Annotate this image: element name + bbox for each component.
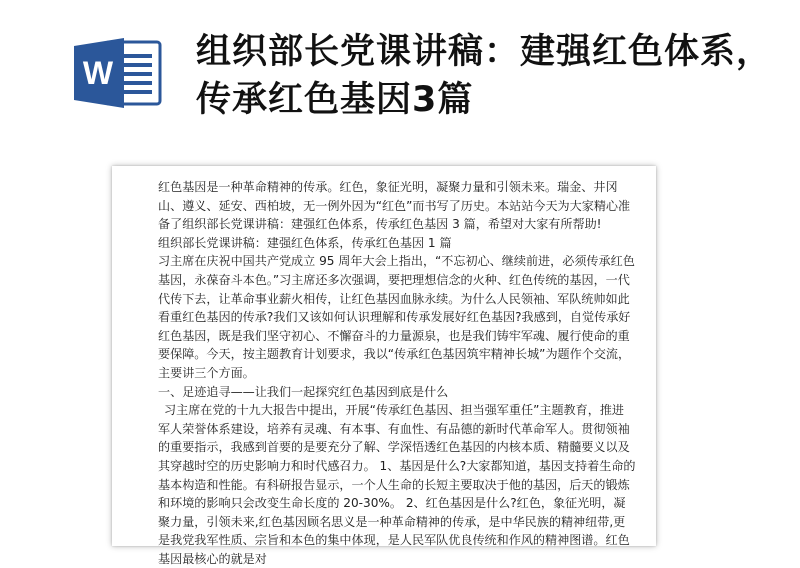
section-heading: 组织部长党课讲稿：建强红色体系，传承红色基因 1 篇 xyxy=(158,235,452,250)
page-title: 组织部长党课讲稿：建强红色体系，传承红色基因3篇 xyxy=(196,32,773,120)
document-body xyxy=(158,178,636,568)
body-paragraph: 习主席在庆祝中国共产党成立 95 周年大会上指出，“不忘初心、继续前进，必须传承红色基因，永葆奋斗本色。”习主席还多次强调，要把理想信念的火种、红色传统的基因，一代代传下去，让革命事业薪火相传，让红色基因血脉永续。为什么人民领袖、军队统帅如此看重红色基因的传承?我们又该如何认识理解和传承发展好红色基因?我感到，自觉传承好红色基因，既是我们坚守初心、不懈奋斗的力量源泉，也是我们铸牢军魂、履行使命的重要保障。今天，按主题教育计划要求，我以“传承红色基因筑牢精神长城”为题作个交流，主要讲三个方面。 xyxy=(158,254,635,380)
header xyxy=(0,0,800,160)
body-paragraph: 习主席在党的十九大报告中提出，开展“传承红色基因、担当强军重任”主题教育，推进军人荣誉体系建设，培养有灵魂、有本事、有血性、有品德的新时代革命军人。贯彻领袖的重要指示，我感到首要的是要充分了解、学深悟透红色基因的内核本质、精髓要义以及其穿越时空的历史影响力和时代感召力。 1、基因是什么?大家都知道，基因支持着生命的基本构造和性能。有科研报告显示，一个人生命的长短主要取决于他的基因，后天的锻炼和环境的影响只会改变生命长度的 20-30%。 2、红色基因是什么?红色，象征光明，凝聚力量，引领未来,红色基因顾名思义是一种革命精神的传承，是中华民族的精神纽带,更是我党我军性质、宗旨和本色的集中体现，是人民军队优良传统和作风的精神图谱。红色基因最核心的就是对 xyxy=(158,403,636,566)
word-icon-letter: W xyxy=(82,55,114,91)
intro-paragraph: 红色基因是一种革命精神的传承。红色，象征光明，凝聚力量和引领未来。瑞金、井冈山、遵义、延安、西柏坡，无一例外因为“红色”而书写了历史。本站站今天为大家精心准备了组织部长党课讲稿：建强红色体系，传承红色基因 3 篇，希望对大家有所帮助! xyxy=(158,180,631,232)
document-page xyxy=(112,166,656,566)
subsection-heading: 一、足迹追寻——让我们一起探究红色基因到底是什么 xyxy=(158,384,449,399)
word-document-icon xyxy=(72,36,164,110)
